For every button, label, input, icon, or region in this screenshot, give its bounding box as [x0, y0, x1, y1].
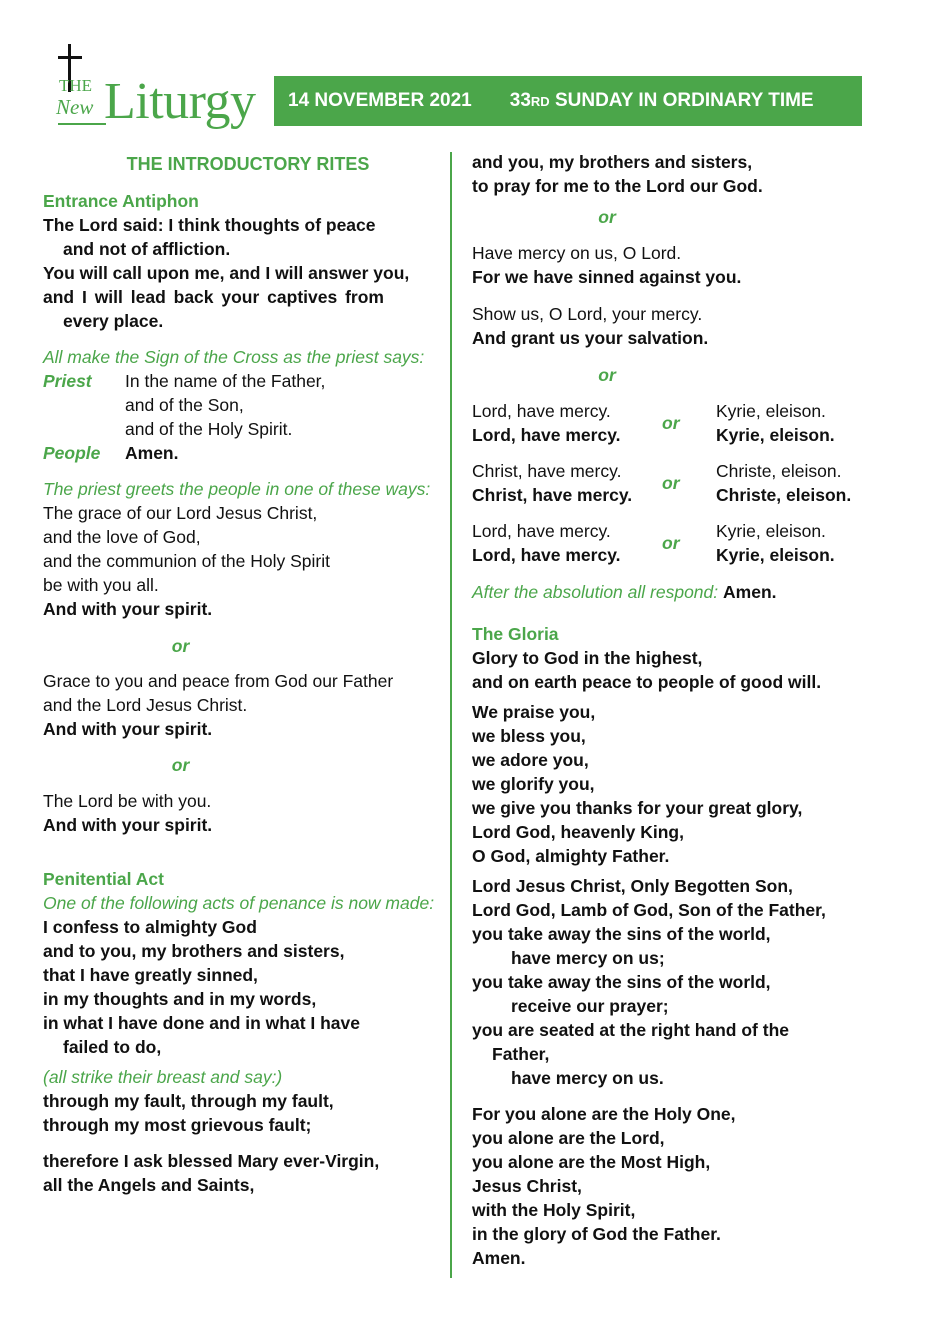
gloria-line: For you alone are the Holy One,	[472, 1104, 736, 1124]
kyrie-row	[472, 519, 872, 567]
gloria-line: we bless you,	[472, 726, 586, 746]
gloria-line: have mercy on us.	[511, 1068, 664, 1088]
gloria-line: we give you thanks for your great glory,	[472, 798, 803, 818]
sunday-text: SUNDAY IN ORDINARY TIME	[549, 90, 814, 111]
kyrie-english-people: Lord, have mercy.	[472, 425, 621, 445]
fault-line: through my most grievous fault;	[43, 1115, 312, 1135]
confess-line: in my thoughts and in my words,	[43, 989, 317, 1009]
gloria-line: Jesus Christ,	[472, 1176, 582, 1196]
confess-line: I confess to almighty God	[43, 917, 257, 937]
gloria-line: Lord God, heavenly King,	[472, 822, 684, 842]
greet2-line: and the Lord Jesus Christ.	[43, 695, 248, 715]
gloria-line: you are seated at the right hand of the	[472, 1020, 789, 1040]
absolution-rubric: After the absolution all respond:	[472, 582, 719, 602]
sign-rubric: All make the Sign of the Cross as the priest says:	[43, 347, 425, 367]
gloria-heading: The Gloria	[472, 624, 559, 644]
column-divider	[450, 152, 452, 1278]
kyrie-english-priest: Lord, have mercy.	[472, 401, 611, 421]
kyrie-english-people: Lord, have mercy.	[472, 545, 621, 565]
entrance-line: every place.	[63, 311, 164, 331]
kyrie-greek-priest: Kyrie, eleison.	[716, 401, 826, 421]
strike-rubric: (all strike their breast and say:)	[43, 1067, 283, 1087]
entrance-line: and I will lead back your captives from	[43, 287, 384, 307]
confess-line: in what I have done and in what I have	[43, 1013, 360, 1033]
kyrie-english	[472, 399, 662, 447]
priest-line: and of the Son,	[125, 395, 244, 415]
people-amen: Amen.	[125, 443, 179, 463]
or-separator: or	[662, 473, 680, 493]
logo-new: New	[56, 95, 94, 119]
gloria-line: you alone are the Lord,	[472, 1128, 665, 1148]
entrance-line: The Lord said: I think thoughts of peace	[43, 215, 376, 235]
kyrie-greek-people: Christe, eleison.	[716, 485, 852, 505]
priest-row	[43, 369, 438, 441]
gloria-line: with the Holy Spirit,	[472, 1200, 636, 1220]
priest-line: In the name of the Father,	[125, 371, 326, 391]
sunday-suffix: RD	[530, 94, 550, 109]
kyrie-english-people: Christ, have mercy.	[472, 485, 633, 505]
gloria-line: you alone are the Most High,	[472, 1152, 711, 1172]
greet1-line: be with you all.	[43, 575, 159, 595]
confess-cont-line: to pray for me to the Lord our God.	[472, 176, 763, 196]
kyrie-greek-people: Kyrie, eleison.	[716, 545, 835, 565]
logo	[30, 44, 280, 134]
gloria-line: Glory to God in the highest,	[472, 648, 703, 668]
kyrie-row	[472, 399, 872, 447]
entrance-line: and not of affliction.	[63, 239, 231, 259]
absolution-line	[472, 580, 872, 604]
gloria-line: we adore you,	[472, 750, 589, 770]
fault-line: through my fault, through my fault,	[43, 1091, 334, 1111]
kyrie-english	[472, 459, 662, 507]
sunday-number: 33	[509, 90, 531, 111]
kyrie-greek	[716, 459, 851, 507]
logo-underline	[58, 123, 106, 125]
gloria-line: in the glory of God the Father.	[472, 1224, 721, 1244]
gloria-line: Lord God, Lamb of God, Son of the Father,	[472, 900, 826, 920]
therefore-line: all the Angels and Saints,	[43, 1175, 255, 1195]
gloria-line: Father,	[492, 1044, 550, 1064]
gloria-line: and on earth peace to people of good will.	[472, 672, 822, 692]
or-separator: or	[171, 636, 190, 656]
response: And with your spirit.	[43, 599, 213, 619]
priest-text	[125, 369, 325, 441]
gloria-line: Lord Jesus Christ, Only Begotten Son,	[472, 876, 793, 896]
greet1-line: and the communion of the Holy Spirit	[43, 551, 330, 571]
gloria-line: We praise you,	[472, 702, 596, 722]
gloria-line: you take away the sins of the world,	[472, 972, 771, 992]
kyrie-greek	[716, 399, 835, 447]
cross-icon-bar	[58, 56, 82, 59]
entrance-line: You will call upon me, and I will answer you,	[43, 263, 410, 283]
gloria-line: receive our prayer;	[511, 996, 669, 1016]
greet2-line: Grace to you and peace from God our Father	[43, 671, 394, 691]
header-banner	[274, 76, 862, 126]
confess-line: that I have greatly sinned,	[43, 965, 258, 985]
kyrie-greek-people: Kyrie, eleison.	[716, 425, 835, 445]
left-column	[43, 150, 438, 1197]
kyrie-greek-priest: Christe, eleison.	[716, 461, 842, 481]
greet-rubric: The priest greets the people in one of these ways:	[43, 479, 431, 499]
kyrie-english-priest: Christ, have mercy.	[472, 461, 622, 481]
response: And with your spirit.	[43, 815, 213, 835]
kyrie-english-priest: Lord, have mercy.	[472, 521, 611, 541]
entrance-heading: Entrance Antiphon	[43, 191, 199, 211]
kyrie-row	[472, 459, 872, 507]
therefore-line: therefore I ask blessed Mary ever-Virgin,	[43, 1151, 380, 1171]
logo-the: THE	[59, 76, 93, 95]
gloria-line: you take away the sins of the world,	[472, 924, 771, 944]
or-separator: or	[662, 533, 680, 553]
confess-line: and to you, my brothers and sisters,	[43, 941, 345, 961]
or-separator: or	[598, 365, 616, 385]
penitential-rubric: One of the following acts of penance is now made:	[43, 893, 435, 913]
mercy1-people: For we have sinned against you.	[472, 267, 742, 287]
logo-liturgy: Liturgy	[104, 73, 256, 130]
kyrie-greek-priest: Kyrie, eleison.	[716, 521, 826, 541]
date: 14 NOVEMBER 2021	[288, 90, 472, 111]
gloria-line: Amen.	[472, 1248, 526, 1268]
kyrie-english	[472, 519, 662, 567]
liturgical-day	[510, 90, 814, 112]
confess-line: failed to do,	[63, 1037, 162, 1057]
gloria-line: have mercy on us;	[511, 948, 665, 968]
mercy1-priest: Have mercy on us, O Lord.	[472, 243, 682, 263]
greet3: The Lord be with you.	[43, 791, 212, 811]
priest-line: and of the Holy Spirit.	[125, 419, 293, 439]
gloria-line: we glorify you,	[472, 774, 595, 794]
greet1-line: The grace of our Lord Jesus Christ,	[43, 503, 318, 523]
gloria-line: O God, almighty Father.	[472, 846, 670, 866]
greet1-line: and the love of God,	[43, 527, 201, 547]
penitential-heading: Penitential Act	[43, 869, 164, 889]
people-label: People	[43, 443, 101, 463]
right-column	[472, 150, 872, 1270]
or-separator: or	[598, 207, 616, 227]
response: And with your spirit.	[43, 719, 213, 739]
priest-label: Priest	[43, 371, 92, 391]
or-separator: or	[171, 755, 190, 775]
or-separator: or	[662, 413, 680, 433]
kyrie-greek	[716, 519, 835, 567]
people-row	[43, 441, 438, 465]
confess-cont-line: and you, my brothers and sisters,	[472, 152, 753, 172]
mercy2-priest: Show us, O Lord, your mercy.	[472, 304, 703, 324]
section-title: THE INTRODUCTORY RITES	[126, 154, 370, 174]
absolution-amen: Amen.	[723, 582, 777, 602]
mercy2-people: And grant us your salvation.	[472, 328, 709, 348]
